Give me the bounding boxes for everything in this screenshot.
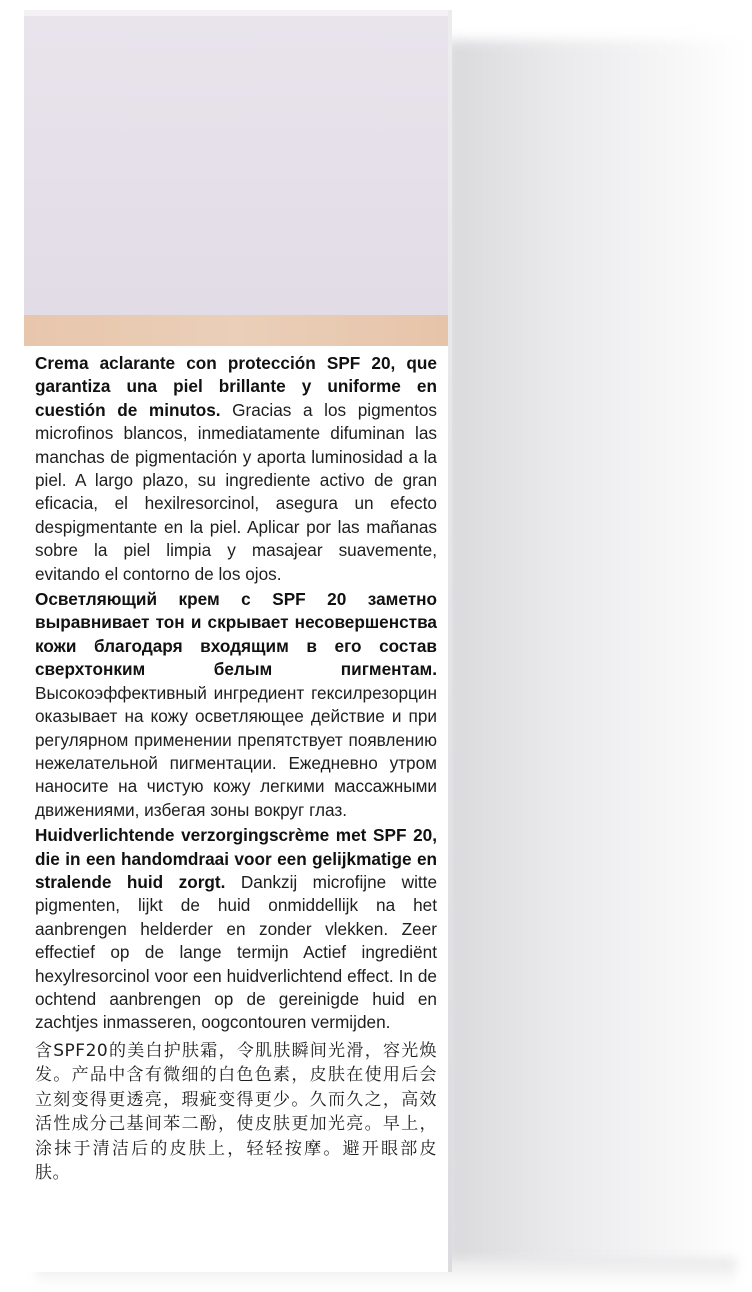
description-dutch <box>35 824 437 1035</box>
spanish-lead: Crema aclarante con protección SPF 20, que garantiza una piel brillante y uniforme en cuestión de minutos. <box>35 353 437 420</box>
dutch-lead: Huidverlichtende verzorgingscrème met SPF 20, die in een handomdraai voor een gelijkmatige en stralende huid zorgt. <box>35 825 437 892</box>
box-peach-stripe <box>24 315 448 346</box>
dutch-body: Dankzij microfijne witte pigmenten, lijkt de huid onmiddellijk na het aanbrengen helderder en zonder vlekken. Zeer effectief op de lange termijn Actief ingrediënt hexylresorcinol voor een huidverlichtend effect. In de ochtend aanbrengen op de gereinigde huid en zachtjes inmasseren, oogcontouren vermijden. <box>35 871 438 1033</box>
description-russian <box>35 588 437 822</box>
product-description <box>35 352 437 1188</box>
spanish-body: Gracias a los pigmentos microfinos blancos, inmediatamente difuminan las manchas de pigmentación y aporta luminosidad a la piel. A largo plazo, su ingrediente activo de gran eficacia, el hexilresorcinol, asegura un efecto despigmentante en la piel. Aplicar por las mañanas sobre la piel limpia y masajear suavemente, evitando el contorno de los ojos. <box>35 399 437 584</box>
russian-lead: Осветляющий крем с SPF 20 заметно выравнивает тон и скрывает несовершенства кожи благодаря входящим в его состав сверхтонким белым пигментам. <box>35 589 437 680</box>
box-side-shadow <box>446 40 746 1272</box>
description-spanish <box>35 352 437 586</box>
product-box <box>24 10 448 1272</box>
box-lilac-panel <box>24 10 448 315</box>
box-top-edge <box>24 10 448 16</box>
russian-body: Высокоэффективный ингредиент гексилрезорцин оказывает на кожу осветляющее действие и при регулярном применении препятствует появлению нежелательной пигментации. Ежедневно утром наносите на чистую кожу легкими массажными движениями, избегая зоны вокруг глаз. <box>35 682 437 820</box>
description-chinese <box>35 1039 437 1186</box>
box-side-edge <box>448 10 452 1272</box>
chinese-body: 含SPF20的美白护肤霜，令肌肤瞬间光滑，容光焕发。产品中含有微细的白色色素，皮肤在使用后会立刻变得更透亮，瑕疵变得更少。久而久之，高效活性成分己基间苯二酚，使皮肤更加光亮。早上，涂抹于清洁后的皮肤上，轻轻按摩。避开眼部皮肤。 <box>35 1040 437 1184</box>
